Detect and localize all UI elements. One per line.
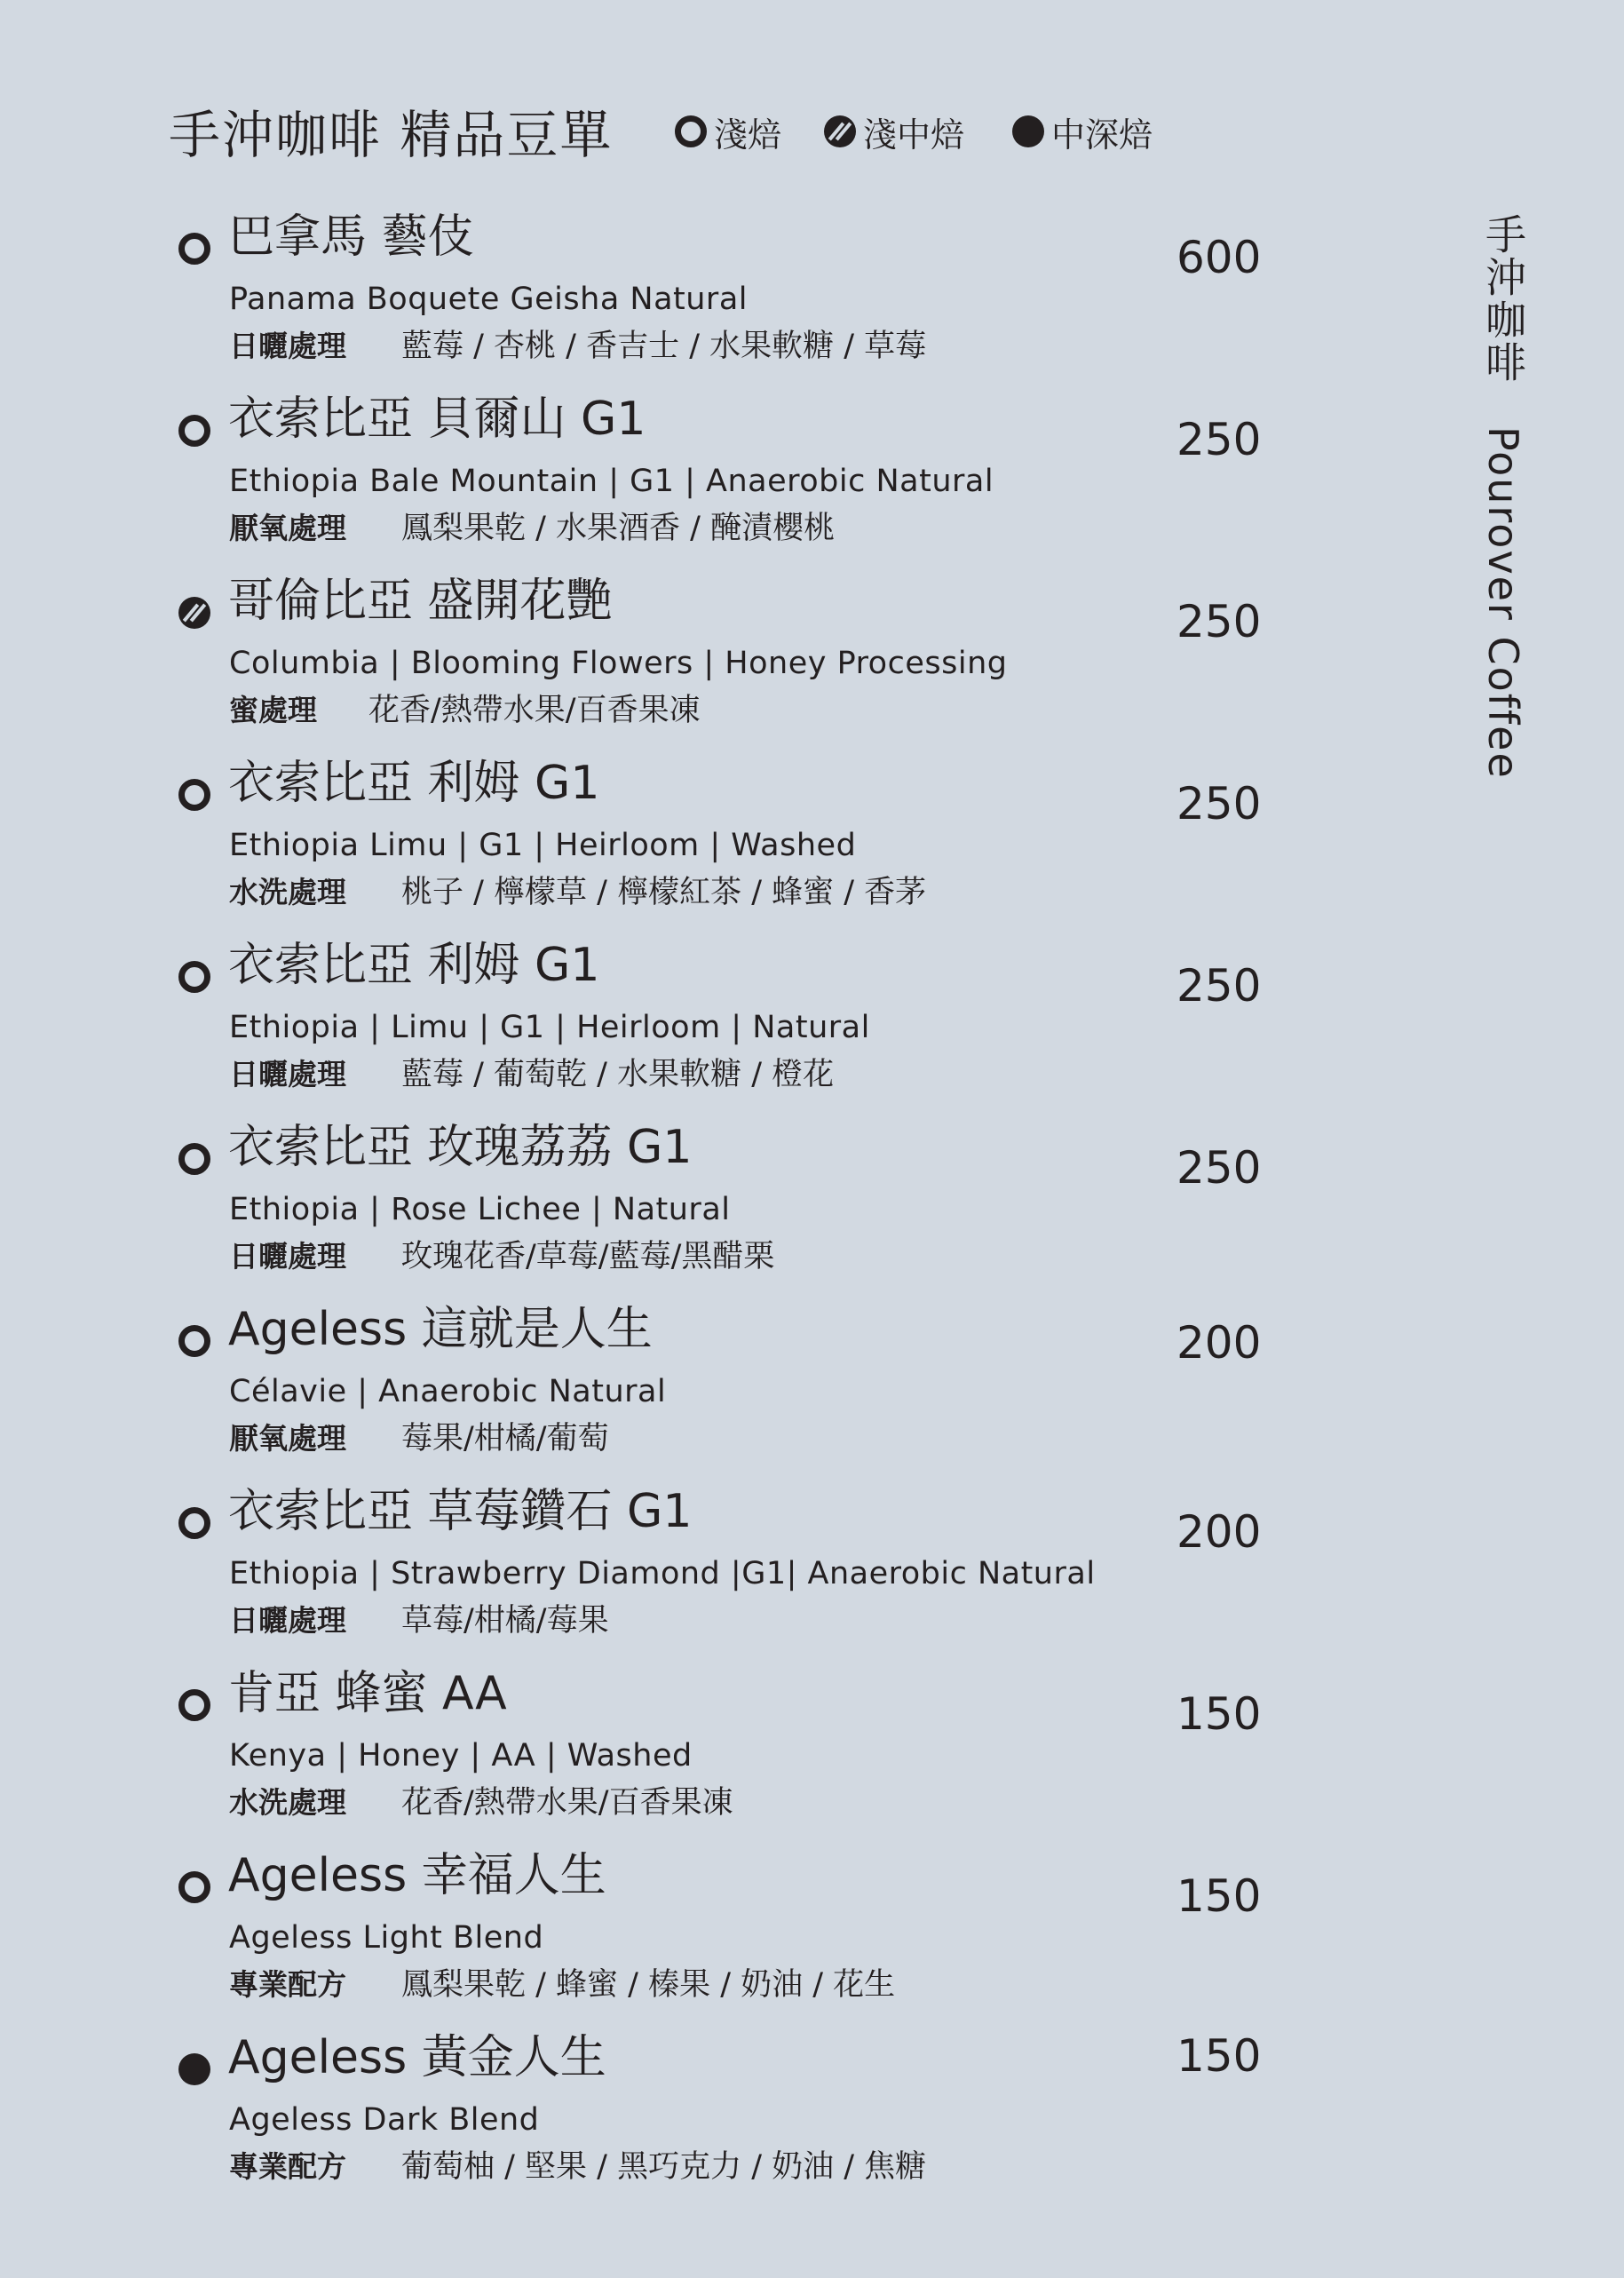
item-flavor-notes: 葡萄柚 / 堅果 / 黑巧克力 / 奶油 / 焦糖	[401, 2149, 927, 2185]
item-subtitle: Ethiopia | Rose Lichee | Natural	[229, 1192, 731, 1227]
light-roast-circle-icon	[178, 1325, 210, 1357]
item-flavor-notes: 草莓/柑橘/莓果	[401, 1603, 609, 1639]
item-process: 蜜處理	[229, 693, 317, 727]
item-price: 250	[1176, 596, 1262, 647]
light-roast-circle-icon	[178, 233, 210, 265]
item-price: 600	[1176, 232, 1262, 283]
item-process: 日曬處理	[229, 1603, 346, 1638]
item-price: 150	[1176, 1688, 1262, 1740]
item-name: Ageless 這就是人生	[228, 1303, 653, 1356]
item-price: 250	[1176, 778, 1262, 829]
legend-medium-label: 淺中焙	[863, 115, 965, 155]
item-subtitle: Ethiopia Bale Mountain | G1 | Anaerobic Natural	[229, 464, 994, 499]
item-name: 衣索比亞 玫瑰荔荔 G1	[228, 1121, 693, 1174]
item-subtitle: Ageless Light Blend	[229, 1920, 544, 1956]
item-name: Ageless 幸福人生	[228, 1849, 606, 1902]
item-flavor-notes: 鳳梨果乾 / 水果酒香 / 醃漬櫻桃	[401, 511, 836, 546]
item-process: 水洗處理	[229, 875, 346, 909]
item-flavor-notes: 桃子 / 檸檬草 / 檸檬紅茶 / 蜂蜜 / 香茅	[401, 875, 927, 910]
item-subtitle: Kenya | Honey | AA | Washed	[229, 1738, 693, 1774]
item-price: 250	[1176, 414, 1262, 465]
item-price: 150	[1176, 2030, 1262, 2082]
medium-roast-circle-icon	[178, 597, 210, 629]
item-name: 衣索比亞 貝爾山 G1	[228, 393, 646, 446]
item-flavor-notes: 莓果/柑橘/葡萄	[401, 1421, 609, 1456]
item-price: 250	[1176, 960, 1262, 1012]
item-subtitle: Columbia | Blooming Flowers | Honey Processing	[229, 646, 1008, 681]
item-flavor-notes: 玫瑰花香/草莓/藍莓/黑醋栗	[401, 1239, 775, 1274]
item-price: 250	[1176, 1142, 1262, 1194]
item-process: 日曬處理	[229, 329, 346, 363]
item-subtitle: Panama Boquete Geisha Natural	[229, 282, 748, 317]
item-subtitle: Ethiopia | Limu | G1 | Heirloom | Natural	[229, 1010, 870, 1045]
item-flavor-notes: 花香/熱帶水果/百香果凍	[401, 1785, 733, 1821]
light-roast-circle-icon	[178, 1507, 210, 1539]
light-roast-circle-icon	[178, 961, 210, 993]
item-process: 日曬處理	[229, 1057, 346, 1091]
light-roast-circle-icon	[178, 1143, 210, 1175]
item-flavor-notes: 鳳梨果乾 / 蜂蜜 / 榛果 / 奶油 / 花生	[401, 1967, 896, 2003]
item-process: 水洗處理	[229, 1785, 346, 1820]
item-flavor-notes: 藍莓 / 葡萄乾 / 水果軟糖 / 橙花	[401, 1057, 835, 1092]
item-process: 厭氧處理	[229, 1421, 346, 1456]
item-subtitle: Ageless Dark Blend	[229, 2102, 540, 2138]
item-flavor-notes: 花香/熱帶水果/百香果凍	[368, 693, 701, 728]
item-process: 專業配方	[229, 2149, 346, 2184]
item-subtitle: Ethiopia Limu | G1 | Heirloom | Washed	[229, 828, 857, 863]
item-subtitle: Célavie | Anaerobic Natural	[229, 1374, 667, 1409]
page-title: 手沖咖啡 精品豆單	[169, 105, 614, 165]
item-process: 厭氧處理	[229, 511, 346, 545]
item-name: 哥倫比亞 盛開花艷	[228, 575, 613, 628]
item-name: 衣索比亞 利姆 G1	[228, 757, 600, 810]
light-roast-circle-icon	[178, 1871, 210, 1903]
side-title: 手沖咖啡 Pourover Coffee	[1479, 213, 1527, 780]
item-price: 150	[1176, 1870, 1262, 1922]
item-price: 200	[1176, 1506, 1262, 1558]
item-name: 肯亞 蜂蜜 AA	[228, 1667, 507, 1720]
item-process: 專業配方	[229, 1967, 346, 2002]
item-price: 200	[1176, 1317, 1262, 1369]
legend-dark-label: 中深焙	[1051, 115, 1153, 155]
item-name: 衣索比亞 草莓鑽石 G1	[228, 1485, 693, 1538]
legend-light-label: 淺焙	[714, 115, 782, 155]
light-roast-circle-icon	[178, 415, 210, 447]
item-process: 日曬處理	[229, 1239, 346, 1274]
light-roast-circle-icon	[178, 779, 210, 811]
dark-roast-circle-icon	[178, 2053, 210, 2085]
item-name: 衣索比亞 利姆 G1	[228, 939, 600, 992]
light-roast-circle-icon	[178, 1689, 210, 1721]
item-name: 巴拿馬 藝伎	[228, 210, 474, 264]
item-flavor-notes: 藍莓 / 杏桃 / 香吉士 / 水果軟糖 / 草莓	[401, 329, 927, 364]
item-subtitle: Ethiopia | Strawberry Diamond |G1| Anaerobic Natural	[229, 1556, 1096, 1591]
item-name: Ageless 黃金人生	[228, 2031, 606, 2084]
